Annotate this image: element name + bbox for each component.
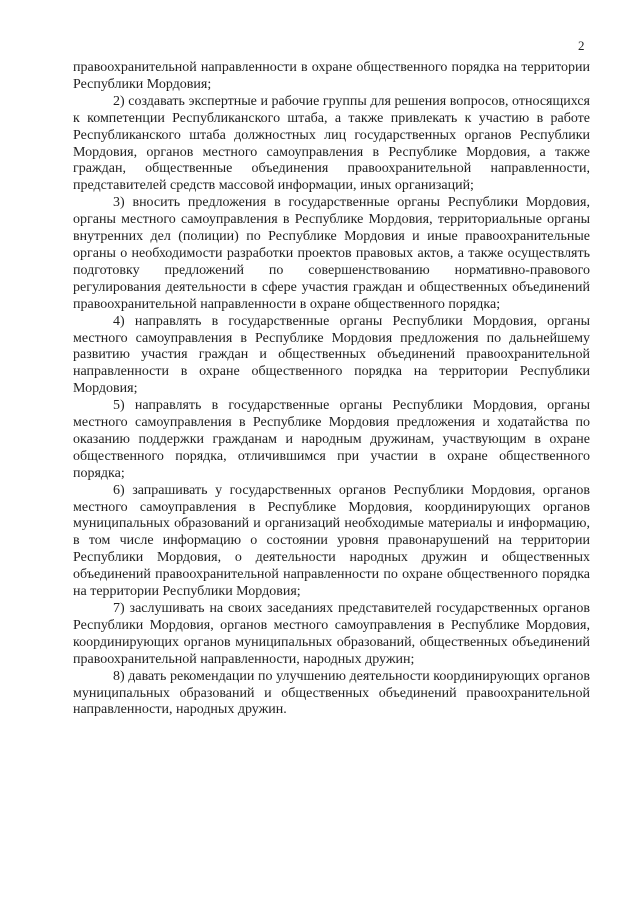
paragraph-item-4: 4) направлять в государственные органы Республики Мордовия, органы местного самоуправления в Республике Мордовия предложения по дальнейшему развитию участия граждан и общественных объединений правоохранительной направленности в охране общественного порядка на территории Республики Мордовия; [73, 313, 590, 397]
paragraph-item-3: 3) вносить предложения в государственные органы Республики Мордовия, органы местного самоуправления в Республике Мордовия, территориальные органы внутренних дел (полиции) по Республике Мордовия и иные правоохранительные органы о необходимости разработки проектов правовых актов, а также осуществлять подготовку предложений по совершенствованию нормативно-правового регулирования деятельности в сфере участия граждан и общественных объединений правоохранительной направленности в охране общественного порядка; [73, 195, 590, 312]
page-number: 2 [578, 38, 585, 53]
document-body [73, 60, 590, 719]
paragraph-item-2: 2) создавать экспертные и рабочие группы для решения вопросов, относящихся к компетенции Республиканского штаба, а также привлекать к участию в работе Республиканского штаба должностных лиц государственных органов Республики Мордовия, органов местного самоуправления в Республике Мордовия, а также граждан, общественные объединения правоохранительной направленности, представителей средств массовой информации, иных организаций; [73, 93, 590, 194]
paragraph-continuation: правоохранительной направленности в охране общественного порядка на территории Республики Мордовия; [73, 60, 590, 92]
paragraph-item-6: 6) запрашивать у государственных органов Республики Мордовия, органов местного самоуправления в Республике Мордовия, координирующих органов муниципальных образований и организаций необходимые материалы и информацию, в том числе информацию о состоянии уровня правонарушений на территории Республики Мордовия, о деятельности народных дружин и общественных объединений правоохранительной направленности по охране общественного порядка на территории Республики Мордовия; [73, 482, 590, 600]
paragraph-item-5: 5) направлять в государственные органы Республики Мордовия, органы местного самоуправления в Республике Мордовия предложения и ходатайства по оказанию поддержки гражданам и народным дружинам, участвующим в охране общественного порядка, отличившимся при участии в охране общественного порядка; [73, 398, 590, 481]
paragraph-item-8: 8) давать рекомендации по улучшению деятельности координирующих органов муниципальных образований и общественных объединений правоохранительной направленности, народных дружин. [73, 668, 590, 718]
paragraph-item-7: 7) заслушивать на своих заседаниях представителей государственных органов Республики Мордовия, органов местного самоуправления в Республике Мордовия, координирующих органов муниципальных образований, общественных объединений правоохранительной направленности, народных дружин; [73, 601, 590, 667]
